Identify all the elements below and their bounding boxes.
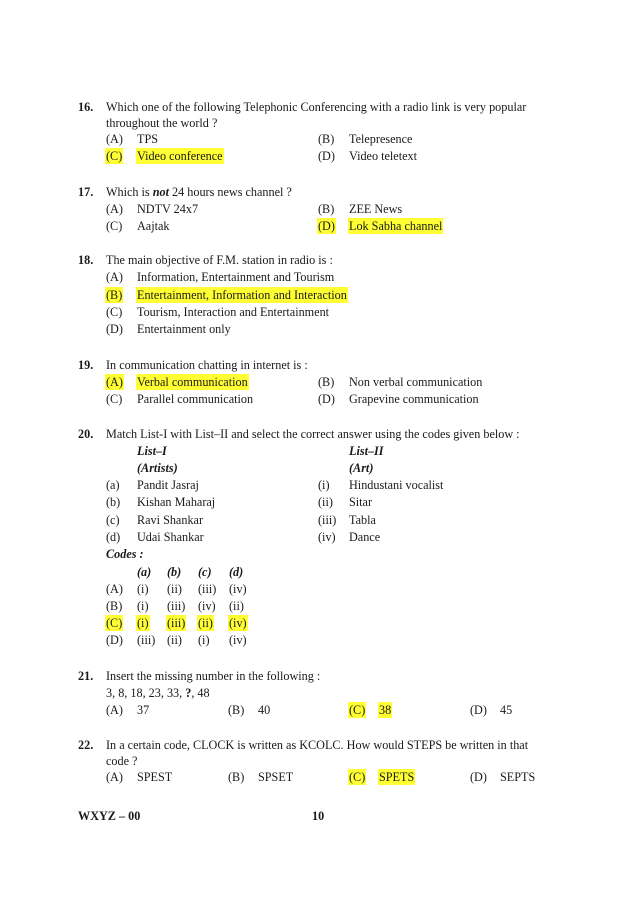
list1-heading: List–I [137, 444, 167, 458]
option-label: (D) [106, 322, 123, 336]
question-number: 22. [78, 738, 94, 752]
option-text-highlighted: SPETS [379, 770, 415, 784]
code-header: (c) [198, 565, 212, 579]
question-text: throughout the world ? [106, 116, 218, 130]
list-item-label: (iii) [318, 513, 337, 527]
option-label: (B) [228, 770, 245, 784]
option-label: (A) [106, 703, 123, 717]
code-header: (b) [167, 565, 182, 579]
list-item-label: (c) [106, 513, 120, 527]
option-text: SPEST [137, 770, 173, 784]
option-text: Entertainment only [137, 322, 231, 336]
option-label: (B) [318, 132, 335, 146]
option-label-highlighted: (C) [106, 149, 123, 163]
question-text: In communication chatting in internet is : [106, 358, 308, 372]
list-item-label: (iv) [318, 530, 336, 544]
list-item-artist: Kishan Maharaj [137, 495, 216, 509]
option-label-highlighted: (C) [349, 703, 366, 717]
option-text: Tourism, Interaction and Entertainment [137, 305, 330, 319]
option-text: 45 [500, 703, 513, 717]
option-text: ZEE News [349, 202, 403, 216]
option-text: NDTV 24x7 [137, 202, 199, 216]
option-label-highlighted: (B) [106, 288, 123, 302]
option-text: Telepresence [349, 132, 413, 146]
list-item-artist: Pandit Jasraj [137, 478, 199, 492]
option-label: (A) [106, 132, 123, 146]
question-text: Match List-I with List–II and select the correct answer using the codes given below : [106, 427, 520, 441]
list-item-artist: Udai Shankar [137, 530, 204, 544]
question-number: 18. [78, 253, 94, 267]
option-text: Non verbal communication [349, 375, 483, 389]
code-value: (iii) [167, 599, 186, 613]
list-item-art: Sitar [349, 495, 373, 509]
page-number: 10 [312, 809, 325, 823]
option-text: Aajtak [137, 219, 170, 233]
option-label: (C) [106, 392, 123, 406]
option-label: (B) [318, 375, 335, 389]
list-item-artist: Ravi Shankar [137, 513, 204, 527]
list-item-label: (ii) [318, 495, 333, 509]
option-text: Video teletext [349, 149, 417, 163]
list-item-label: (d) [106, 530, 121, 544]
option-text: 37 [137, 703, 150, 717]
question-text: The main objective of F.M. station in radio is : [106, 253, 333, 267]
number-sequence: 3, 8, 18, 23, 33, ?, 48 [106, 686, 210, 700]
option-text: SPSET [258, 770, 294, 784]
option-text-highlighted: Video conference [137, 149, 223, 163]
question-text: Which is not 24 hours news channel ? [106, 185, 292, 199]
code-value: (ii) [167, 582, 182, 596]
question-text: code ? [106, 754, 138, 768]
code-value-highlighted: (ii) [198, 616, 213, 630]
option-label: (B) [228, 703, 245, 717]
code-value: (ii) [229, 599, 244, 613]
code-value: (ii) [167, 633, 182, 647]
question-number: 19. [78, 358, 94, 372]
option-text-highlighted: 38 [379, 703, 392, 717]
code-value: (i) [198, 633, 210, 647]
option-label: (B) [318, 202, 335, 216]
question-text: In a certain code, CLOCK is written as KCOLC. How would STEPS be written in that [106, 738, 529, 752]
code-value-highlighted: (iii) [167, 616, 186, 630]
option-label: (D) [470, 770, 487, 784]
option-label: (A) [106, 202, 123, 216]
list-item-art: Tabla [349, 513, 376, 527]
option-label: (D) [318, 149, 335, 163]
question-text: Which one of the following Telephonic Conferencing with a radio link is very popular [106, 100, 527, 114]
code-option-label-highlighted: (C) [106, 616, 123, 630]
code-header: (a) [137, 565, 152, 579]
code-value-highlighted: (iv) [229, 616, 247, 630]
option-text: TPS [137, 132, 159, 146]
option-label: (D) [470, 703, 487, 717]
question-number: 21. [78, 669, 94, 683]
code-value: (iii) [137, 633, 156, 647]
list2-heading: List–II [349, 444, 384, 458]
option-text: Parallel communication [137, 392, 254, 406]
code-value: (iv) [229, 633, 247, 647]
code-value-highlighted: (i) [137, 616, 149, 630]
question-number: 16. [78, 100, 94, 114]
question-number: 17. [78, 185, 94, 199]
option-label-highlighted: (D) [318, 219, 335, 233]
option-text: Grapevine communication [349, 392, 479, 406]
option-label: (A) [106, 770, 123, 784]
code-option-label: (B) [106, 599, 123, 613]
option-text: SEPTS [500, 770, 536, 784]
code-value: (i) [137, 599, 149, 613]
list-item-label: (a) [106, 478, 120, 492]
question-text: Insert the missing number in the following : [106, 669, 321, 683]
code-value: (iv) [198, 599, 216, 613]
codes-label: Codes : [106, 547, 144, 561]
question-number: 20. [78, 427, 94, 441]
option-label: (C) [106, 219, 123, 233]
option-label-highlighted: (C) [349, 770, 366, 784]
option-label: (D) [318, 392, 335, 406]
list-item-label: (i) [318, 478, 330, 492]
option-text-highlighted: Entertainment, Information and Interaction [137, 288, 347, 302]
list-item-art: Dance [349, 530, 381, 544]
option-text: 40 [258, 703, 271, 717]
list-item-label: (b) [106, 495, 121, 509]
list2-subheading: (Art) [349, 461, 374, 475]
list1-subheading: (Artists) [137, 461, 178, 475]
option-label-highlighted: (A) [106, 375, 123, 389]
option-label: (A) [106, 270, 123, 284]
paper-code: WXYZ – 00 [78, 809, 141, 823]
code-value: (iii) [198, 582, 217, 596]
code-option-label: (A) [106, 582, 123, 596]
option-text-highlighted: Lok Sabha channel [349, 219, 443, 233]
option-label: (C) [106, 305, 123, 319]
code-value: (iv) [229, 582, 247, 596]
option-text-highlighted: Verbal communication [137, 375, 248, 389]
code-value: (i) [137, 582, 149, 596]
code-option-label: (D) [106, 633, 123, 647]
code-header: (d) [229, 565, 244, 579]
option-text: Information, Entertainment and Tourism [137, 270, 335, 284]
list-item-art: Hindustani vocalist [349, 478, 444, 492]
